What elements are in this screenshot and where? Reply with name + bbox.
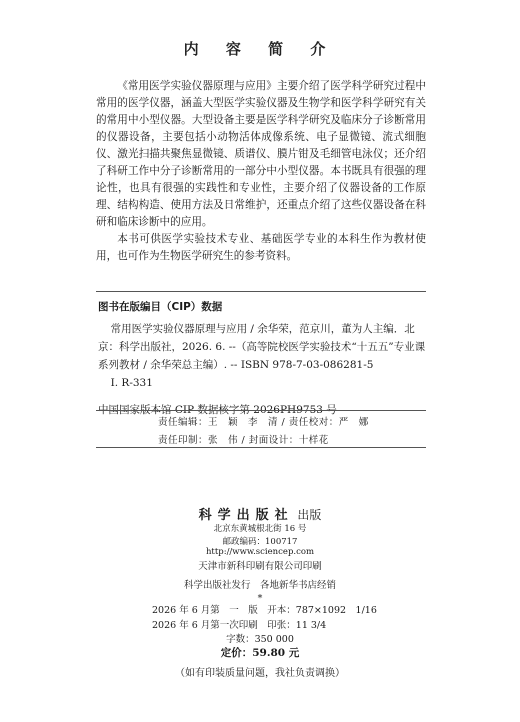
wordcount-line: 字数：350 000 (226, 634, 294, 645)
quality-note: （如有印装质量问题，我社负责调换） (175, 668, 345, 679)
cip-block (98, 320, 426, 419)
cip-classification: Ⅰ. R-331 (110, 377, 153, 389)
edition-line: 2026 年 6 月第 一 版 开本：787×1092 1/16 (152, 605, 377, 616)
publisher-line (0, 504, 520, 523)
page-title: 内 容 简 介 (183, 40, 337, 58)
publisher-website: http://www.sciencep.com (205, 547, 315, 557)
summary-paragraph-2: 本书可供医学实验技术专业、基础医学专业的本科生作为教材使用，也可作为生物医学研究生的参考资料。 (96, 233, 426, 262)
divider-top (96, 291, 426, 292)
distribution-line: 科学出版社发行 各地新华书店经销 (183, 580, 336, 591)
printing-line: 2026 年 6 月第一次印刷 印张：11 3/4 (152, 620, 327, 631)
publisher-postcode: 邮政编码：100717 (222, 537, 298, 547)
separator-star: * (257, 593, 263, 604)
cip-verification: 中国国家版本馆 CIP 数据核字第 2026PH9753 号 (98, 404, 337, 416)
publisher-logo: 科学出版社 (198, 508, 294, 523)
staff-editors: 责任编辑：王 颖 李 清 / 责任校对：严 娜 (158, 417, 369, 428)
price-line: 定价：59.80 元 (220, 647, 300, 659)
cip-heading: 图书在版编目（CIP）数据 (98, 301, 223, 313)
cip-entry: 常用医学实验仪器原理与应用 / 余华荣，范京川，董为人主编．北京：科学出版社，2026. 6. --（高等院校医学实验技术“十五五”专业课系列教材 / 余华荣总主编）. -- ISBN 978-7-03-086281-5 (98, 323, 426, 371)
publisher-address: 北京东黄城根北街 16 号 (213, 524, 307, 534)
printer-line: 天津市新科印刷有限公司印刷 (198, 561, 322, 572)
summary-paragraph-1: 《常用医学实验仪器原理与应用》主要介绍了医学科学研究过程中常用的医学仪器，涵盖大型医学实验仪器及生物学和医学科学研究有关的常用中小型仪器。大型设备主要是医学科学研究及临床分子诊断常用的仪器设备，主要包括小动物活体成像系统、电子显微镜、流式细胞仪、激光扫描共聚焦显微镜、质谱仪、膜片钳及毛细管电泳仪；还介绍了科研工作中分子诊断常用的一部分中小型仪器。本书既具有很强的理论性，也具有很强的实践性和专业性，主要介绍了仪器设备的工作原理、结构构造、使用方法及日常维护，还重点介绍了这些仪器设备在科研和临床诊断中的应用。 (96, 80, 426, 228)
content-summary (96, 78, 426, 265)
publisher-suffix: 出版 (297, 508, 322, 522)
staff-production: 责任印制：张 伟 / 封面设计：十样花 (158, 435, 329, 446)
